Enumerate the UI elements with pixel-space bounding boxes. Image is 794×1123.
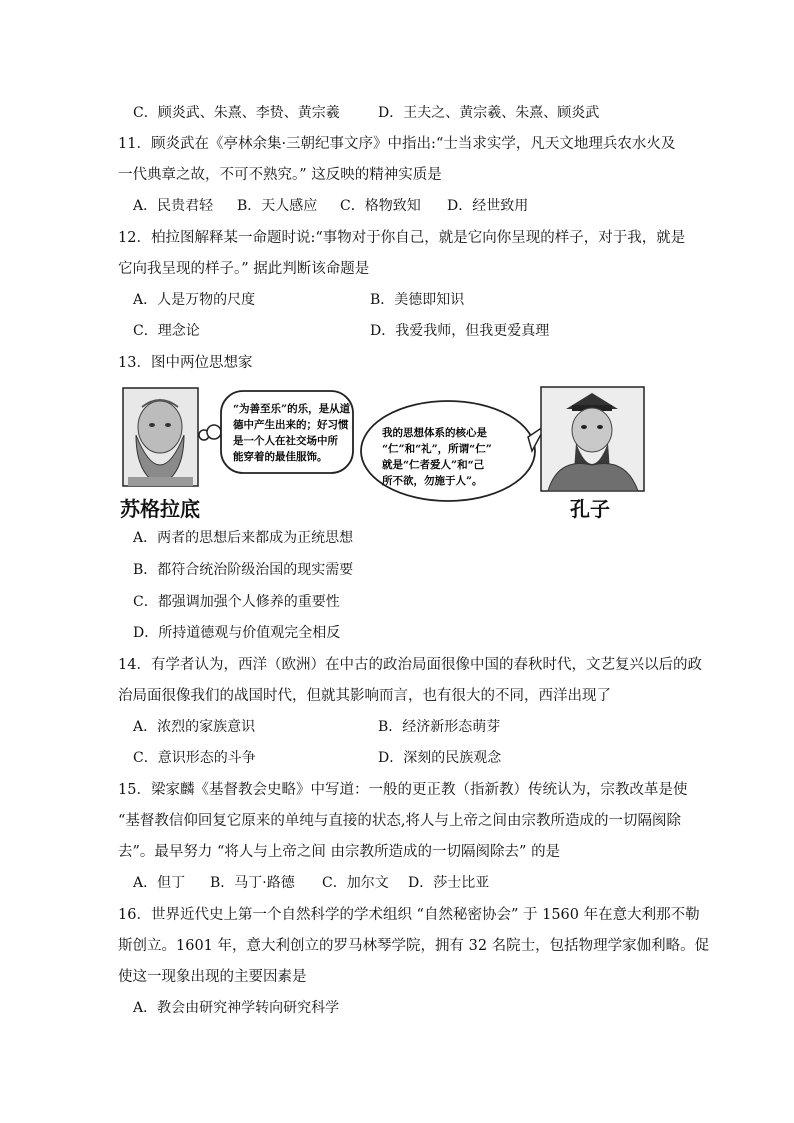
q12-option-d: D．我爱我师，但我更爱真理 bbox=[370, 323, 550, 339]
q12-stem-line1: 12．柏拉图解释某一命题时说:“事物对于你自己，就是它向你呈现的样子，对于我，就是 bbox=[118, 230, 686, 246]
q14-stem-line1: 14．有学者认为，西洋（欧洲）在中古的政治局面很像中国的春秋时代，文艺复兴以后的政 bbox=[118, 657, 702, 673]
confucius-quote-line1: 我的思想体系的核心是 bbox=[382, 427, 487, 439]
q15-option-a: A．但丁 bbox=[133, 875, 186, 891]
q12-option-b: B．美德即知识 bbox=[370, 292, 465, 308]
thinkers-figure bbox=[118, 385, 648, 520]
q15-stem-line2: “基督教信仰回复它原来的单纯与直接的状态,将人与上帝之间由宗教所造成的一切隔阂除 bbox=[118, 813, 682, 829]
q16-stem-line3: 使这一现象出现的主要因素是 bbox=[118, 969, 307, 985]
q11-stem-line1: 11．顾炎武在《亭林余集·三朝纪事文序》中指出:“士当求实学，凡天文地理兵农水火及 bbox=[118, 136, 676, 152]
confucius-quote-line4: 所不欲，勿施于人”。 bbox=[382, 475, 483, 487]
q11-stem-line2: 一代典章之故，不可不熟究。” 这反映的精神实质是 bbox=[118, 167, 442, 183]
confucius-quote-line2: “仁”和“礼”，所谓“仁” bbox=[382, 443, 492, 455]
confucius-quote-line3: 就是“仁者爱人”和“己 bbox=[382, 459, 485, 471]
confucius-caption: 孔子 bbox=[570, 497, 610, 521]
q11-option-b: B．天人感应 bbox=[237, 198, 318, 214]
socrates-quote-line1: “为善至乐”的乐，是从道 bbox=[233, 403, 351, 415]
q11-option-c: C．格物致知 bbox=[340, 198, 421, 214]
q14-option-a: A．浓烈的家族意识 bbox=[133, 719, 256, 735]
q10-option-c: C．顾炎武、朱熹、李贽、黄宗羲 bbox=[133, 105, 340, 121]
q16-option-a: A．教会由研究神学转向研究科学 bbox=[133, 1000, 340, 1016]
q12-option-a: A．人是万物的尺度 bbox=[133, 292, 256, 308]
confucius-portrait bbox=[541, 387, 644, 491]
q13-option-b: B．都符合统治阶级治国的现实需要 bbox=[133, 562, 354, 578]
q14-stem-line2: 治局面很像我们的战国时代，但就其影响而言，也有很大的不同，西洋出现了 bbox=[118, 688, 611, 704]
q15-stem-line3: 去”。最早努力 “将人与上帝之间 由宗教所造成的一切隔阂除去” 的是 bbox=[118, 844, 561, 860]
q15-option-b: B．马丁·路德 bbox=[210, 875, 295, 891]
q14-option-d: D．深刻的民族观念 bbox=[378, 750, 502, 766]
q10-option-d: D．王夫之、黄宗羲、朱熹、顾炎武 bbox=[378, 105, 600, 121]
socrates-caption: 苏格拉底 bbox=[120, 497, 200, 521]
q16-stem-line1: 16．世界近代史上第一个自然科学的学术组织 “自然秘密协会” 于 1560 年在意大利那不勒 bbox=[118, 907, 700, 923]
socrates-quote-line4: 能穿着的最佳服饰。 bbox=[233, 451, 328, 463]
q14-option-b: B．经济新形态萌芽 bbox=[378, 719, 501, 735]
q15-option-c: C．加尔文 bbox=[322, 875, 389, 891]
q12-stem-line2: 它向我呈现的样子。” 据此判断该命题是 bbox=[118, 261, 370, 277]
socrates-portrait bbox=[123, 388, 198, 486]
socrates-quote-line3: 是一个人在社交场中所 bbox=[233, 435, 338, 447]
q11-option-d: D．经世致用 bbox=[447, 198, 529, 214]
q11-option-a: A．民贵君轻 bbox=[133, 198, 214, 214]
q15-option-d: D．莎士比亚 bbox=[408, 875, 490, 891]
q13-option-d: D．所持道德观与价值观完全相反 bbox=[133, 625, 341, 641]
q15-stem-line1: 15．梁家麟《基督教会史略》中写道：一般的更正教（指新教）传统认为，宗教改革是使 bbox=[118, 782, 688, 798]
q13-option-c: C．都强调加强个人修养的重要性 bbox=[133, 594, 340, 610]
q13-option-a: A．两者的思想后来都成为正统思想 bbox=[133, 530, 354, 546]
q16-stem-line2: 斯创立。1601 年，意大利创立的罗马林琴学院，拥有 32 名院士，包括物理学家伽利略。促 bbox=[118, 938, 710, 954]
q12-option-c: C．理念论 bbox=[133, 323, 200, 339]
q14-option-c: C．意识形态的斗争 bbox=[133, 750, 256, 766]
socrates-quote-line2: 德中产生出来的；好习惯 bbox=[233, 419, 349, 431]
q13-stem: 13．图中两位思想家 bbox=[118, 355, 253, 371]
